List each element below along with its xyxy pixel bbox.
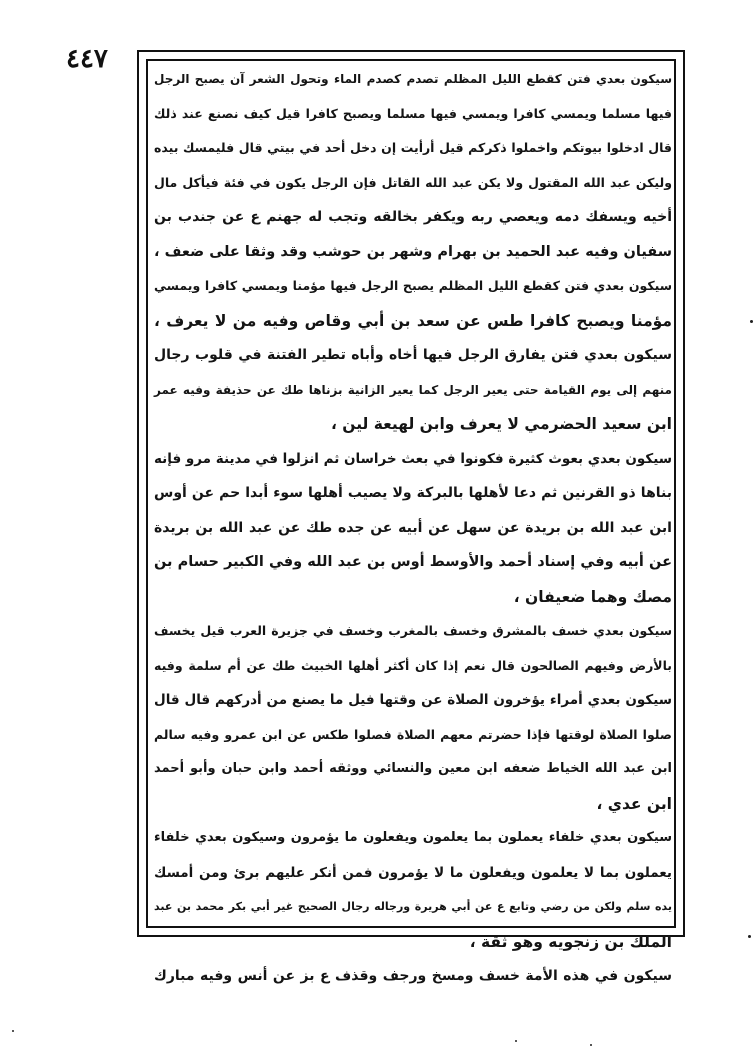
scan-speck: [12, 1030, 14, 1032]
text-line: سيكون بعدي أمراء يؤخرون الصلاة عن وقتها فيل ما يصنع من أدركهم قال قال: [154, 692, 672, 708]
text-line: مؤمنا ويصبح كافرا طس عن سعد بن أبي وقاص وفيه من لا يعرف ،: [154, 311, 672, 330]
scan-speck: [515, 1040, 517, 1042]
scan-speck: [750, 320, 753, 323]
text-line: ابن سعيد الحضرمي لا يعرف وابن لهيعة لين ،: [330, 415, 672, 433]
scan-speck: [748, 935, 751, 938]
text-line: سيكون في هذه الأمة خسف ومسخ ورجف وقذف ع بز عن أنس وفيه مبارك: [154, 968, 672, 984]
text-line: سفيان وفيه عبد الحميد بن بهرام وشهر بن حوشب وقد وثقا على ضعف ،: [154, 243, 672, 260]
text-line: ابن عدي ،: [596, 794, 672, 813]
text-line: أخيه ويسفك دمه ويعصي ربه ويكفر بخالقه وتجب له جهنم ع عن جندب بن: [154, 209, 672, 225]
text-line: عن أبيه وفي إسناد أحمد والأوسط أوس بن عبد الله وفي الكبير حسام بن: [154, 554, 672, 570]
text-line: سيكون بعدي بعوث كثيرة فكونوا في بعث خراسان ثم انزلوا في مدينة مرو فإنه: [154, 450, 672, 467]
text-line: فيها مسلما ويمسي كافرا ويمسي فيها مسلما ويصبح كافرا قيل كيف نصنع عند ذلك: [154, 105, 672, 121]
text-line: ابن عبد الله بن بريدة عن سهل عن أبيه عن جده طك عن عبد الله بن بريدة: [154, 519, 672, 536]
text-line: الملك بن زنجويه وهو ثقة ،: [469, 932, 672, 951]
text-line: منهم إلى يوم القيامة حتى يعير الرجل كما يعير الزانية بزناها طك عن حذيفة وفيه عمر: [154, 382, 672, 397]
manuscript-text-block: [152, 62, 674, 984]
text-line: قال ادخلوا بيوتكم واخملوا ذكركم قيل أرأيت إن دخل أحد في بيتي قال فليمسك بيده: [154, 140, 672, 155]
text-line: مصك وهما ضعيفان ،: [513, 587, 672, 606]
text-line: ابن عبد الله الخياط ضعفه ابن معين والنسائي ووثقه أحمد وابن حبان وأبو أحمد: [154, 761, 672, 776]
text-line: سيكون بعدي فتن كقطع الليل المظلم تصدم كصدم الماء وتحول الشعر آن يصبح الرجل: [154, 72, 672, 86]
text-line: سيكون بعدي خلفاء يعملون بما يعلمون ويفعلون ما يؤمرون وسيكون بعدي خلفاء: [154, 830, 672, 845]
text-line: سيكون بعدي خسف بالمشرق وخسف بالمغرب وخسف في جزيرة العرب قيل يخسف: [154, 623, 672, 638]
text-line: بالأرض وفيهم الصالحون قال نعم إذا كان أكثر أهلها الخبيث طك عن أم سلمة وفيه: [154, 657, 672, 673]
text-line: يده سلم ولكن من رضي وتابع ع عن أبي هريرة ورجاله رجال الصحيح غير أبي بكر محمد بن عبد: [154, 900, 672, 913]
text-line: سيكون بعدي فتن يفارق الرجل فيها أخاه وأباه تطير الفتنة في قلوب رجال: [154, 347, 672, 363]
scan-speck: [590, 1044, 592, 1046]
text-line: وليكن عبد الله المقتول ولا يكن عبد الله القاتل فإن الرجل يكون في فئة فيأكل مال: [154, 174, 672, 190]
text-line: بناها ذو القرنين ثم دعا لأهلها بالبركة ولا يصيب أهلها سوء أبدا حم عن أوس: [154, 485, 672, 501]
text-line: صلوا الصلاة لوقتها فإذا حضرتم معهم الصلاة فصلوا طكس عن ابن عمرو وفيه سالم: [154, 726, 672, 742]
page-number: ٤٤٧: [66, 44, 108, 74]
text-line: سيكون بعدي فتن كقطع الليل المظلم يصبح الرجل فيها مؤمنا ويمسي كافرا ويمسي: [154, 278, 672, 293]
text-line: يعملون بما لا يعلمون ويفعلون ما لا يؤمرون فمن أنكر عليهم برئ ومن أمسك: [154, 864, 672, 881]
